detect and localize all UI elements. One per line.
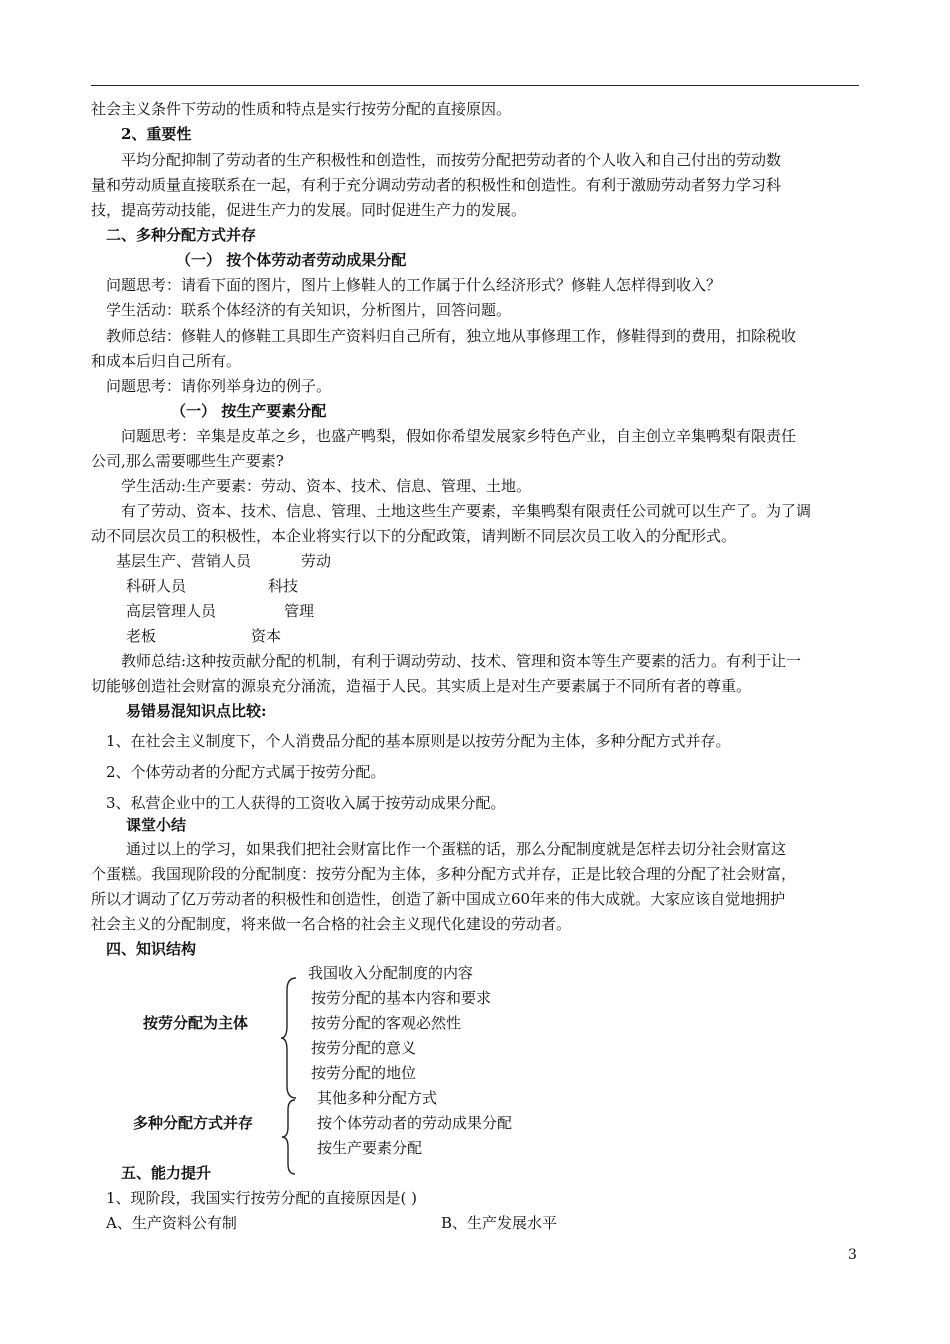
text-line: 学生活动：联系个体经济的有关知识，分析图片，回答问题。 — [106, 301, 512, 319]
section-heading: 五、能力提升 — [121, 1164, 212, 1182]
left-brace-icon — [281, 1098, 299, 1176]
staff-form: 科技 — [268, 577, 299, 595]
subsection-heading: （一） 按个体劳动者劳动成果分配 — [176, 251, 407, 269]
list-item: 3、私营企业中的工人获得的工资收入属于按劳动成果分配。 — [106, 794, 506, 812]
list-item: 1、在社会主义制度下，个人消费品分配的基本原则是以按劳分配为主体，多种分配方式并存。 — [106, 732, 731, 750]
header-rule — [91, 85, 859, 86]
staff-form: 劳动 — [301, 552, 332, 570]
structure-item: 我国收入分配制度的内容 — [308, 964, 474, 982]
text-line: 动不同层次员工的积极性，本企业将实行以下的分配政策，请判断不同层次员工收入的分配形式。 — [91, 527, 737, 545]
text-line: 切能够创造社会财富的源泉充分涌流，造福于人民。其实质上是对生产要素属于不同所有者的尊重。 — [91, 677, 752, 695]
text-line: 平均分配抑制了劳动者的生产积极性和创造性，而按劳分配把劳动者的个人收入和自己付出的劳动数 — [121, 151, 782, 169]
section-heading: 2、重要性 — [121, 125, 192, 143]
answer-option: B、生产发展水平 — [441, 1214, 558, 1232]
staff-role: 高层管理人员 — [126, 602, 217, 620]
text-line: 公司,那么需要哪些生产要素? — [91, 452, 284, 470]
structure-item: 按劳分配的客观必然性 — [311, 1014, 462, 1032]
question: 1、现阶段，我国实行按劳分配的直接原因是( ) — [106, 1189, 418, 1207]
text-line: 有了劳动、资本、技术、信息、管理、土地这些生产要素，辛集鸭梨有限责任公司就可以生产了。为了调 — [121, 502, 812, 520]
text-line: 技，提高劳动技能，促进生产力的发展。同时促进生产力的发展。 — [91, 201, 527, 219]
text-line: 教师总结:这种按贡献分配的机制，有利于调动劳动、技术、管理和资本等生产要素的活力。有利于让一 — [121, 652, 802, 670]
structure-item: 按劳分配的地位 — [311, 1064, 417, 1082]
section-heading: 课堂小结 — [126, 816, 187, 834]
text-line: 学生活动:生产要素：劳动、资本、技术、信息、管理、土地。 — [121, 477, 532, 495]
structure-item: 按劳分配的基本内容和要求 — [311, 989, 492, 1007]
text-line: 和成本后归自己所有。 — [91, 352, 242, 370]
staff-form: 资本 — [251, 627, 282, 645]
section-heading: 四、知识结构 — [106, 940, 197, 958]
text-line: 问题思考：请看下面的图片，图片上修鞋人的工作属于什么经济形式？修鞋人怎样得到收入？ — [106, 276, 722, 294]
list-item: 2、个体劳动者的分配方式属于按劳分配。 — [106, 763, 386, 781]
structure-item: 按生产要素分配 — [317, 1139, 423, 1157]
section-heading: 易错易混知识点比较: — [126, 702, 267, 720]
structure-item: 按个体劳动者的劳动成果分配 — [317, 1114, 513, 1132]
staff-role: 科研人员 — [126, 577, 187, 595]
staff-role: 老板 — [126, 627, 157, 645]
structure-group-title: 按劳分配为主体 — [143, 1014, 249, 1032]
text-line: 所以才调动了亿万劳动者的积极性和创造性，创造了新中国成立60年来的伟大成就。大家应该自觉地拥护 — [91, 890, 786, 908]
answer-option: A、生产资料公有制 — [106, 1214, 237, 1232]
text-line: 社会主义的分配制度，将来做一名合格的社会主义现代化建设的劳动者。 — [91, 915, 572, 933]
left-brace-icon — [280, 976, 300, 1100]
structure-group-title: 多种分配方式并存 — [133, 1114, 254, 1132]
subsection-heading: （一） 按生产要素分配 — [171, 402, 327, 420]
text-line: 个蛋糕。我国现阶段的分配制度：按劳分配为主体，多种分配方式并存，正是比较合理的分配了社会财富， — [91, 865, 797, 883]
text-line: 问题思考：请你列举身边的例子。 — [106, 377, 332, 395]
text-line: 量和劳动质量直接联系在一起，有利于充分调动劳动者的积极性和创造性。有利于激励劳动者努力学习科 — [91, 176, 782, 194]
text-line: 社会主义条件下劳动的性质和特点是实行按劳分配的直接原因。 — [91, 100, 512, 118]
section-heading: 二、多种分配方式并存 — [106, 226, 257, 244]
page-number: 3 — [848, 1247, 857, 1263]
text-line: 问题思考：辛集是皮革之乡，也盛产鸭梨，假如你希望发展家乡特色产业，自主创立辛集鸭梨有限责任 — [121, 427, 797, 445]
staff-role: 基层生产、营销人员 — [116, 552, 252, 570]
structure-item: 其他多种分配方式 — [317, 1089, 438, 1107]
structure-item: 按劳分配的意义 — [311, 1039, 417, 1057]
text-line: 教师总结：修鞋人的修鞋工具即生产资料归自己所有，独立地从事修理工作，修鞋得到的费用，扣除税收 — [106, 327, 797, 345]
text-line: 通过以上的学习，如果我们把社会财富比作一个蛋糕的话，那么分配制度就是怎样去切分社会财富这 — [126, 840, 787, 858]
staff-form: 管理 — [284, 602, 315, 620]
